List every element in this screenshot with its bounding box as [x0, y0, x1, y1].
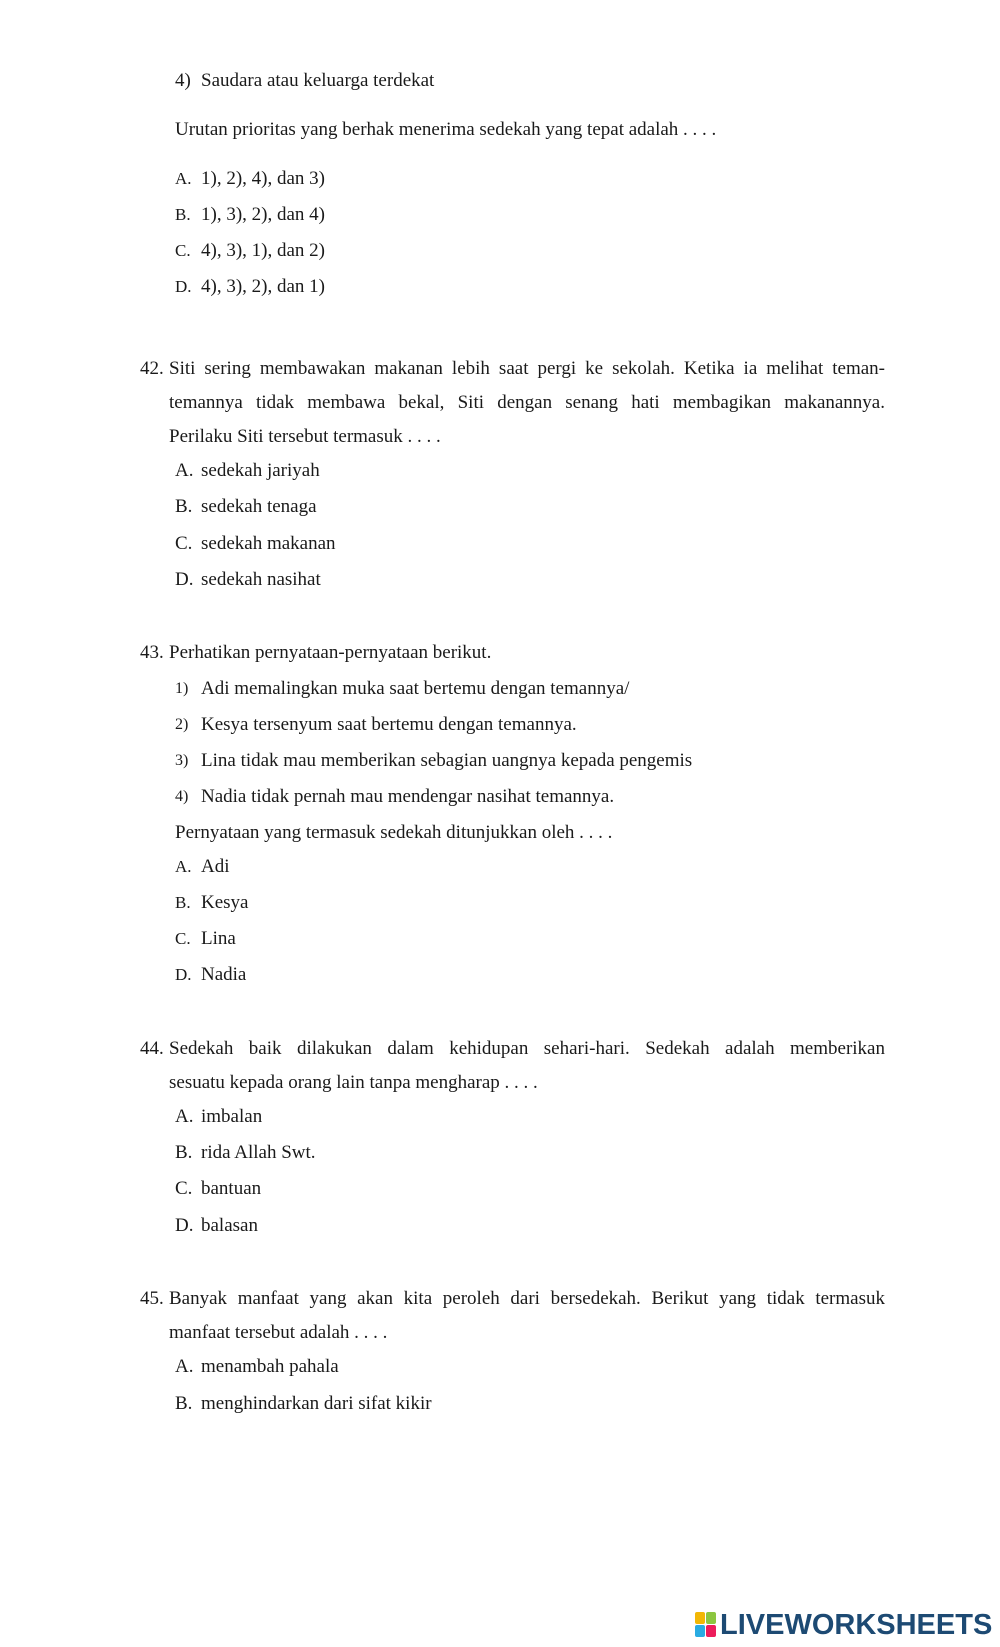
q44-text-line2: sesuatu kepada orang lain tanpa mengharap . . . . [169, 1072, 538, 1093]
option-letter: D. [175, 965, 192, 984]
option-letter: C. [175, 533, 193, 554]
option-text: Nadia [201, 964, 247, 985]
q42-number: 42. [140, 358, 164, 379]
q43-number: 43. [140, 642, 164, 663]
option-text: bantuan [201, 1178, 262, 1199]
q43-item4-number: 4) [175, 788, 189, 805]
option-text: balasan [201, 1215, 258, 1236]
q41-item4-number: 4) [175, 70, 191, 91]
option-letter: A. [175, 169, 192, 188]
q45-number: 45. [140, 1288, 164, 1309]
option-letter: C. [175, 1178, 193, 1199]
option-text: 4), 3), 1), dan 2) [201, 240, 325, 261]
option-text: 4), 3), 2), dan 1) [201, 276, 325, 297]
option-letter: B. [175, 205, 191, 224]
option-text: menghindarkan dari sifat kikir [201, 1393, 432, 1414]
option-text: rida Allah Swt. [201, 1142, 316, 1163]
q43-item3-number: 3) [175, 752, 189, 769]
option-text: 1), 3), 2), dan 4) [201, 204, 325, 225]
liveworksheets-logo-text: LIVEWORKSHEETS [720, 1609, 993, 1641]
option-letter: A. [175, 857, 192, 876]
option-letter: A. [175, 460, 194, 481]
option-text: Kesya [201, 892, 249, 913]
option-text: imbalan [201, 1106, 263, 1127]
q43-text-line1: Perhatikan pernyataan-pernyataan berikut. [169, 642, 492, 663]
q44-text-line1: Sedekah baik dilakukan dalam kehidupan sehari-hari. Sedekah adalah memberikan [169, 1038, 885, 1059]
option-text: sedekah nasihat [201, 569, 321, 590]
q45-text-line1: Banyak manfaat yang akan kita peroleh dari bersedekah. Berikut yang tidak termasuk [169, 1288, 885, 1309]
option-text: sedekah jariyah [201, 460, 320, 481]
option-letter: D. [175, 277, 192, 296]
q42-text-line1: Siti sering membawakan makanan lebih saat pergi ke sekolah. Ketika ia melihat teman- [169, 358, 885, 379]
liveworksheets-logo[interactable] [695, 1607, 992, 1643]
q41-item4-text: Saudara atau keluarga terdekat [201, 70, 435, 91]
option-text: sedekah tenaga [201, 496, 317, 517]
q42-text-line3: Perilaku Siti tersebut termasuk . . . . [169, 426, 441, 447]
option-letter: B. [175, 496, 193, 517]
q43-item1-number: 1) [175, 680, 189, 697]
q45-text-line2: manfaat tersebut adalah . . . . [169, 1322, 388, 1343]
q43-item3-text: Lina tidak mau memberikan sebagian uangnya kepada pengemis [201, 750, 693, 771]
option-text: Lina [201, 928, 236, 949]
q42-text-line2: temannya tidak membawa bekal, Siti dengan senang hati membagikan makanannya. [169, 392, 885, 413]
q43-prompt: Pernyataan yang termasuk sedekah ditunjukkan oleh . . . . [175, 822, 613, 843]
liveworksheets-logo-icon [695, 1612, 717, 1638]
option-text: sedekah makanan [201, 533, 336, 554]
q41-prompt: Urutan prioritas yang berhak menerima sedekah yang tepat adalah . . . . [175, 119, 717, 140]
q43-item4-text: Nadia tidak pernah mau mendengar nasihat temannya. [201, 786, 615, 807]
q43-item2-text: Kesya tersenyum saat bertemu dengan temannya. [201, 714, 577, 735]
option-letter: D. [175, 569, 194, 590]
option-text: menambah pahala [201, 1356, 339, 1377]
option-letter: A. [175, 1356, 194, 1377]
option-letter: C. [175, 241, 191, 260]
option-letter: B. [175, 1142, 193, 1163]
option-letter: B. [175, 1393, 193, 1414]
q44-number: 44. [140, 1038, 164, 1059]
q43-item2-number: 2) [175, 716, 189, 733]
option-letter: B. [175, 893, 191, 912]
option-letter: C. [175, 929, 191, 948]
option-letter: D. [175, 1215, 194, 1236]
q43-item1-text: Adi memalingkan muka saat bertemu dengan temannya/ [201, 678, 630, 699]
option-text: 1), 2), 4), dan 3) [201, 168, 325, 189]
option-letter: A. [175, 1106, 194, 1127]
option-text: Adi [201, 856, 230, 877]
